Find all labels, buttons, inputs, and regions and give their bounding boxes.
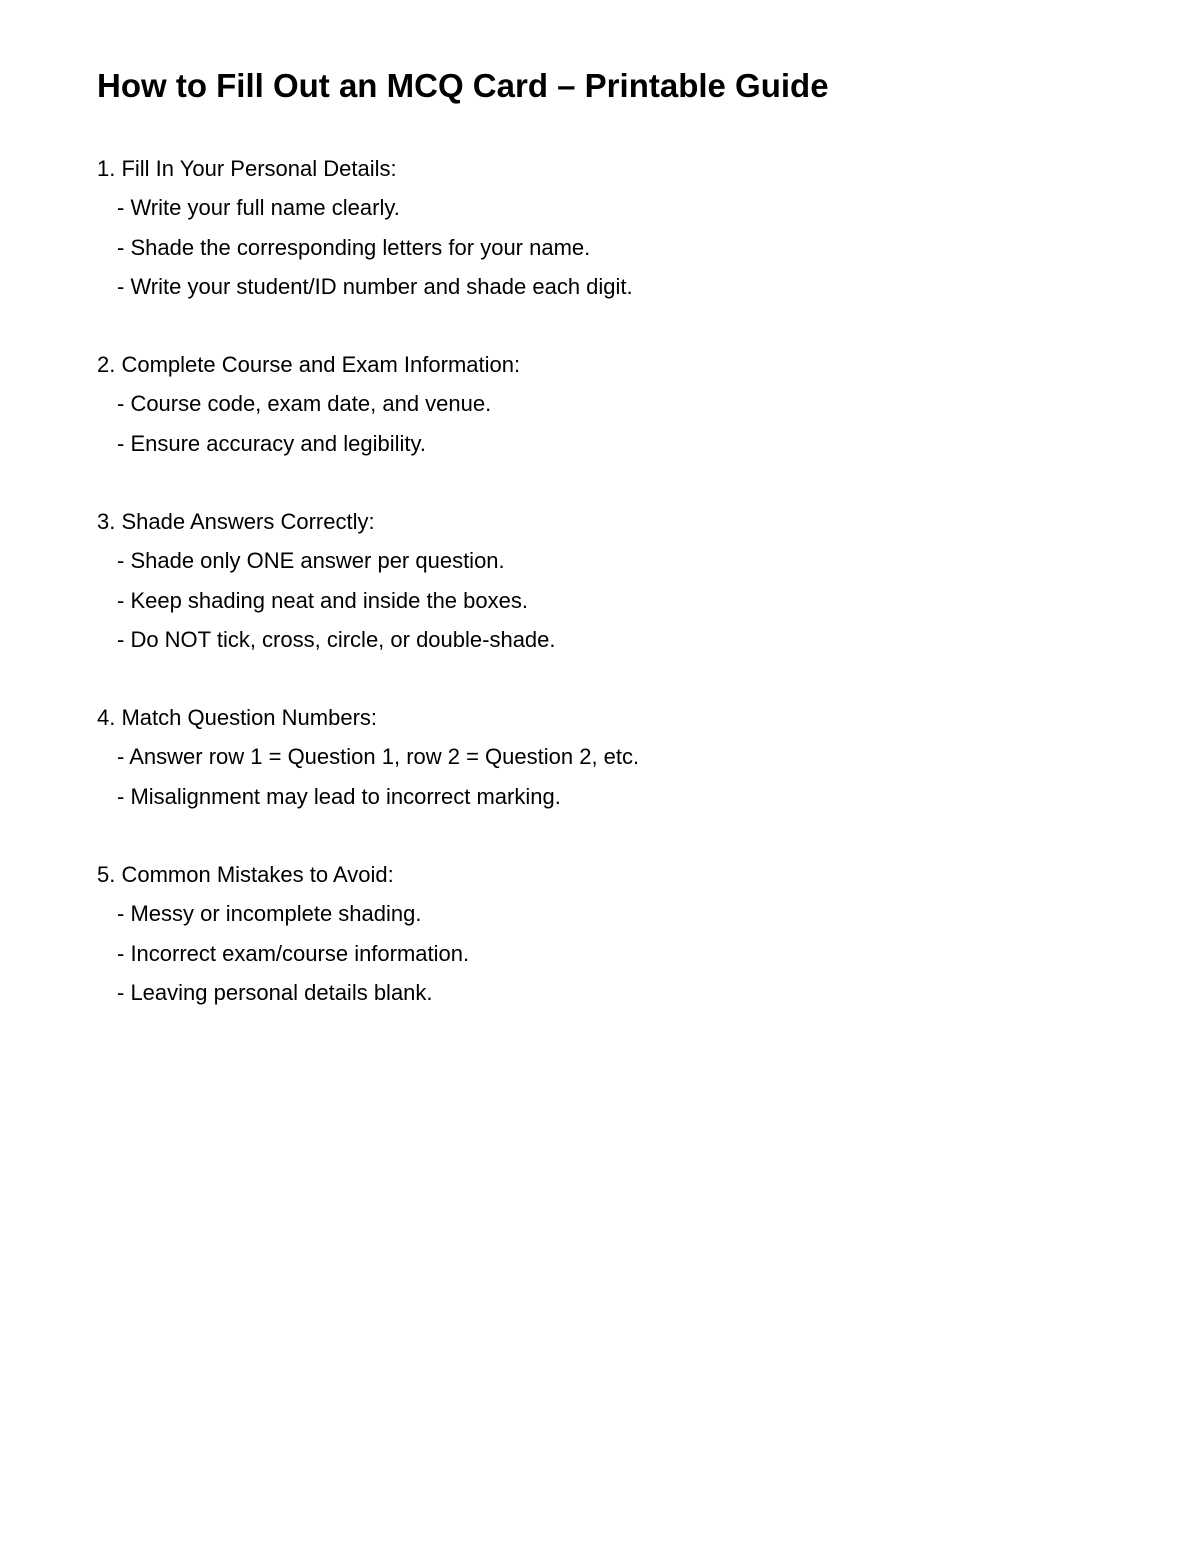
section-common-mistakes [97,855,1097,1012]
section-course-exam-info [97,345,1097,463]
instruction-item: - Write your full name clearly. [117,195,400,221]
instruction-item: - Write your student/ID number and shade each digit. [117,273,633,299]
instruction-item: - Course code, exam date, and venue. [117,391,492,417]
document-title: How to Fill Out an MCQ Card – Printable Guide [97,67,829,104]
instruction-item: - Misalignment may lead to incorrect marking. [117,783,561,809]
instruction-item: - Messy or incomplete shading. [117,901,422,927]
instruction-item: - Keep shading neat and inside the boxes. [117,587,528,613]
instruction-list [97,894,1097,1012]
section-heading: 2. Complete Course and Exam Information: [97,352,521,377]
section-personal-details [97,149,1097,306]
section-heading: 4. Match Question Numbers: [97,705,378,730]
section-heading: 3. Shade Answers Correctly: [97,509,375,534]
instruction-list [97,541,1097,659]
instruction-item: - Shade the corresponding letters for your name. [117,234,591,260]
section-heading: 1. Fill In Your Personal Details: [97,156,397,181]
section-shade-answers [97,502,1097,659]
instruction-item: - Do NOT tick, cross, circle, or double-shade. [117,626,556,652]
instruction-list [97,384,1097,463]
section-match-question-numbers [97,698,1097,816]
instruction-item: - Incorrect exam/course information. [117,940,470,966]
instruction-item: - Ensure accuracy and legibility. [117,430,426,456]
instruction-item: - Leaving personal details blank. [117,979,433,1005]
instruction-list [97,737,1097,816]
instruction-item: - Shade only ONE answer per question. [117,548,505,574]
instruction-item: - Answer row 1 = Question 1, row 2 = Question 2, etc. [117,744,640,770]
instruction-list [97,188,1097,306]
section-heading: 5. Common Mistakes to Avoid: [97,862,394,887]
